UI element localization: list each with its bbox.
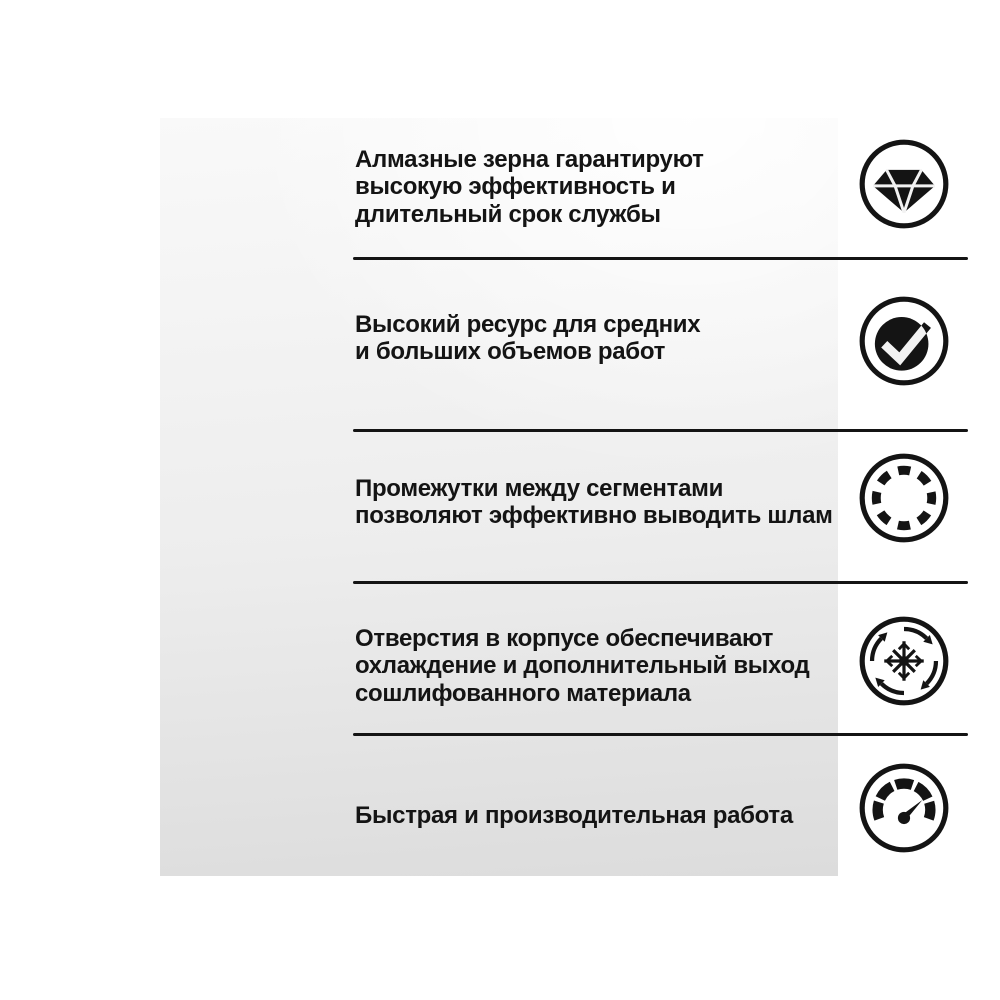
speedometer-icon <box>857 761 951 855</box>
feature-text <box>355 311 700 366</box>
feature-line: высокую эффективность и <box>355 173 676 201</box>
feature-line: Промежутки между сегментами <box>355 475 724 502</box>
snowflake-glyph <box>884 641 923 680</box>
feature-line: длительный срок службы <box>355 200 661 228</box>
feature-line: позволяют эффективно выводить шлам <box>355 502 833 530</box>
cooling-airflow-icon <box>857 614 951 708</box>
feature-icon <box>857 451 951 545</box>
feature-line: и больших объемов работ <box>355 338 666 366</box>
feature-icon <box>857 137 951 231</box>
feature-line: Алмазные зерна гарантируют <box>355 146 704 173</box>
separator-line <box>353 581 968 584</box>
feature-icon <box>857 614 951 708</box>
feature-icon <box>857 294 951 388</box>
separator-line <box>353 429 968 432</box>
feature-text <box>355 802 793 829</box>
feature-text <box>355 625 809 707</box>
diamond-icon <box>857 137 951 231</box>
feature-text <box>355 146 704 228</box>
separator-line <box>353 257 968 260</box>
feature-line: охлаждение и дополнительный выход <box>355 652 810 680</box>
feature-icon <box>857 761 951 855</box>
check-circle-icon <box>857 294 951 388</box>
feature-line: Отверстия в корпусе обеспечивают <box>355 625 774 652</box>
feature-line: Быстрая и производительная работа <box>355 802 793 829</box>
separator-line <box>353 733 968 736</box>
segmented-ring-icon <box>857 451 951 545</box>
features-panel <box>160 118 838 876</box>
feature-text <box>355 475 833 530</box>
feature-line: Высокий ресурс для средних <box>355 311 701 338</box>
feature-line: сошлифованного материала <box>355 679 691 707</box>
